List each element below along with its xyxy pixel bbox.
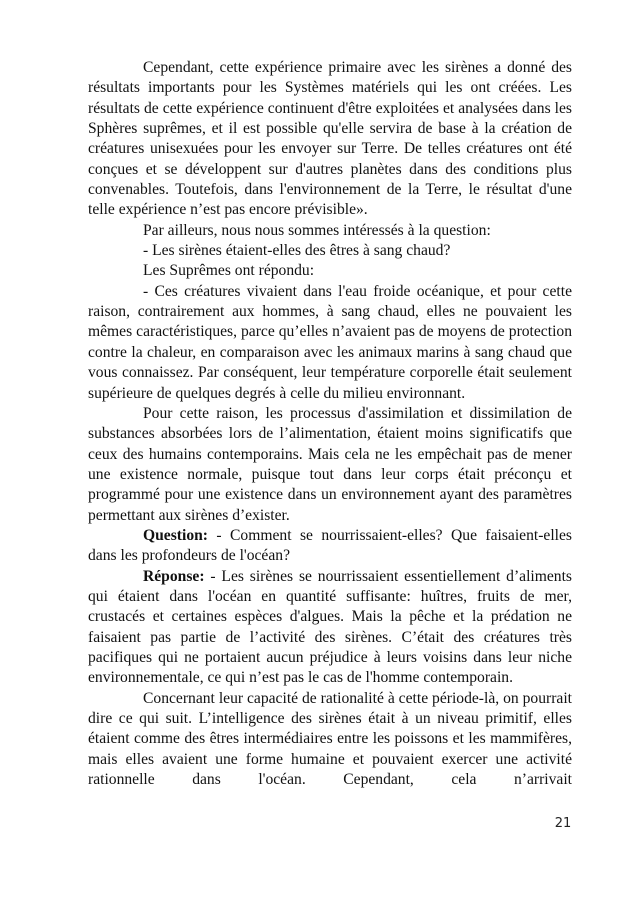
- question-label: Question:: [143, 526, 208, 544]
- paragraph-question-warm-blooded: - Les sirènes étaient-elles des êtres à sang chaud?: [143, 242, 451, 260]
- question-text: - Comment se nourrissaient-elles? Que faisaient-elles dans les profondeurs de l'océan?: [88, 526, 572, 565]
- paragraph-supremes-answered: Les Suprêmes ont répondu:: [143, 262, 315, 280]
- page-number: 21: [554, 816, 572, 831]
- paragraph-rationality: Concernant leur capacité de rationalité à cette période-là, on pourrait dire ce qui suit. L’intelligence des sirènes était à un niveau primitif, elles étaient comme des êtres intermédiaires entre les poissons et les mammifères, mais elles avaient une forme humaine et pouvaient exercer une activité rationnelle dans l'océan. Cependant, cela n’arrivait: [88, 689, 572, 789]
- page-body: [88, 58, 572, 790]
- paragraph-cold-water-answer: - Ces créatures vivaient dans l'eau froide océanique, et pour cette raison, contrairement aux hommes, à sang chaud, elles ne pouvaient les mêmes caractéristiques, parce qu’elles n’avaient pas de moyens de protection contre la chaleur, en comparaison avec les animaux marins à sang chaud que vous connaissez. Par conséquent, leur température corporelle était seulement supérieure de quelques degrés à celle du milieu environnant.: [88, 282, 572, 402]
- paragraph-question-intro: Par ailleurs, nous nous sommes intéressés à la question:: [143, 221, 491, 239]
- answer-label: Réponse:: [143, 567, 205, 585]
- answer-text: - Les sirènes se nourrissaient essentiellement d’aliments qui étaient dans l'océan en quantité suffisante: huîtres, fruits de mer, crustacés et certaines espèces d'algues. Mais la pêche et la prédation ne faisaient pas partie de l’activité des sirènes. C’était des créatures très pacifiques qui ne portaient aucun préjudice à leurs voisins dans leur niche environnementale, ce qui n’est pas le cas de l'homme contemporain.: [88, 567, 572, 687]
- paragraph-assimilation: Pour cette raison, les processus d'assimilation et dissimilation de substances absorbées lors de l’alimentation, étaient moins significatifs que ceux des humains contemporains. Mais cela ne les empêchait pas de mener une existence normale, puisque tout dans leur corps était préconçu et programmé pour une existence dans un environnement ayant des paramètres permettant aux sirènes d’exister.: [88, 404, 572, 524]
- paragraph-answer-feeding: [88, 567, 572, 689]
- paragraph-experience-results: Cependant, cette expérience primaire avec les sirènes a donné des résultats importants pour les Systèmes matériels qui les ont créées. Les résultats de cette expérience continuent d'être exploitées et analysées dans les Sphères suprêmes, et il est possible qu'elle servira de base à la création de créatures unisexuées pour les envoyer sur Terre. De telles créatures ont été conçues et se développent sur d'autres planètes dans des conditions plus convenables. Toutefois, dans l'environnement de la Terre, le résultat d'une telle expérience n’est pas encore prévisible».: [88, 59, 572, 219]
- paragraph-question-feeding: [88, 526, 572, 567]
